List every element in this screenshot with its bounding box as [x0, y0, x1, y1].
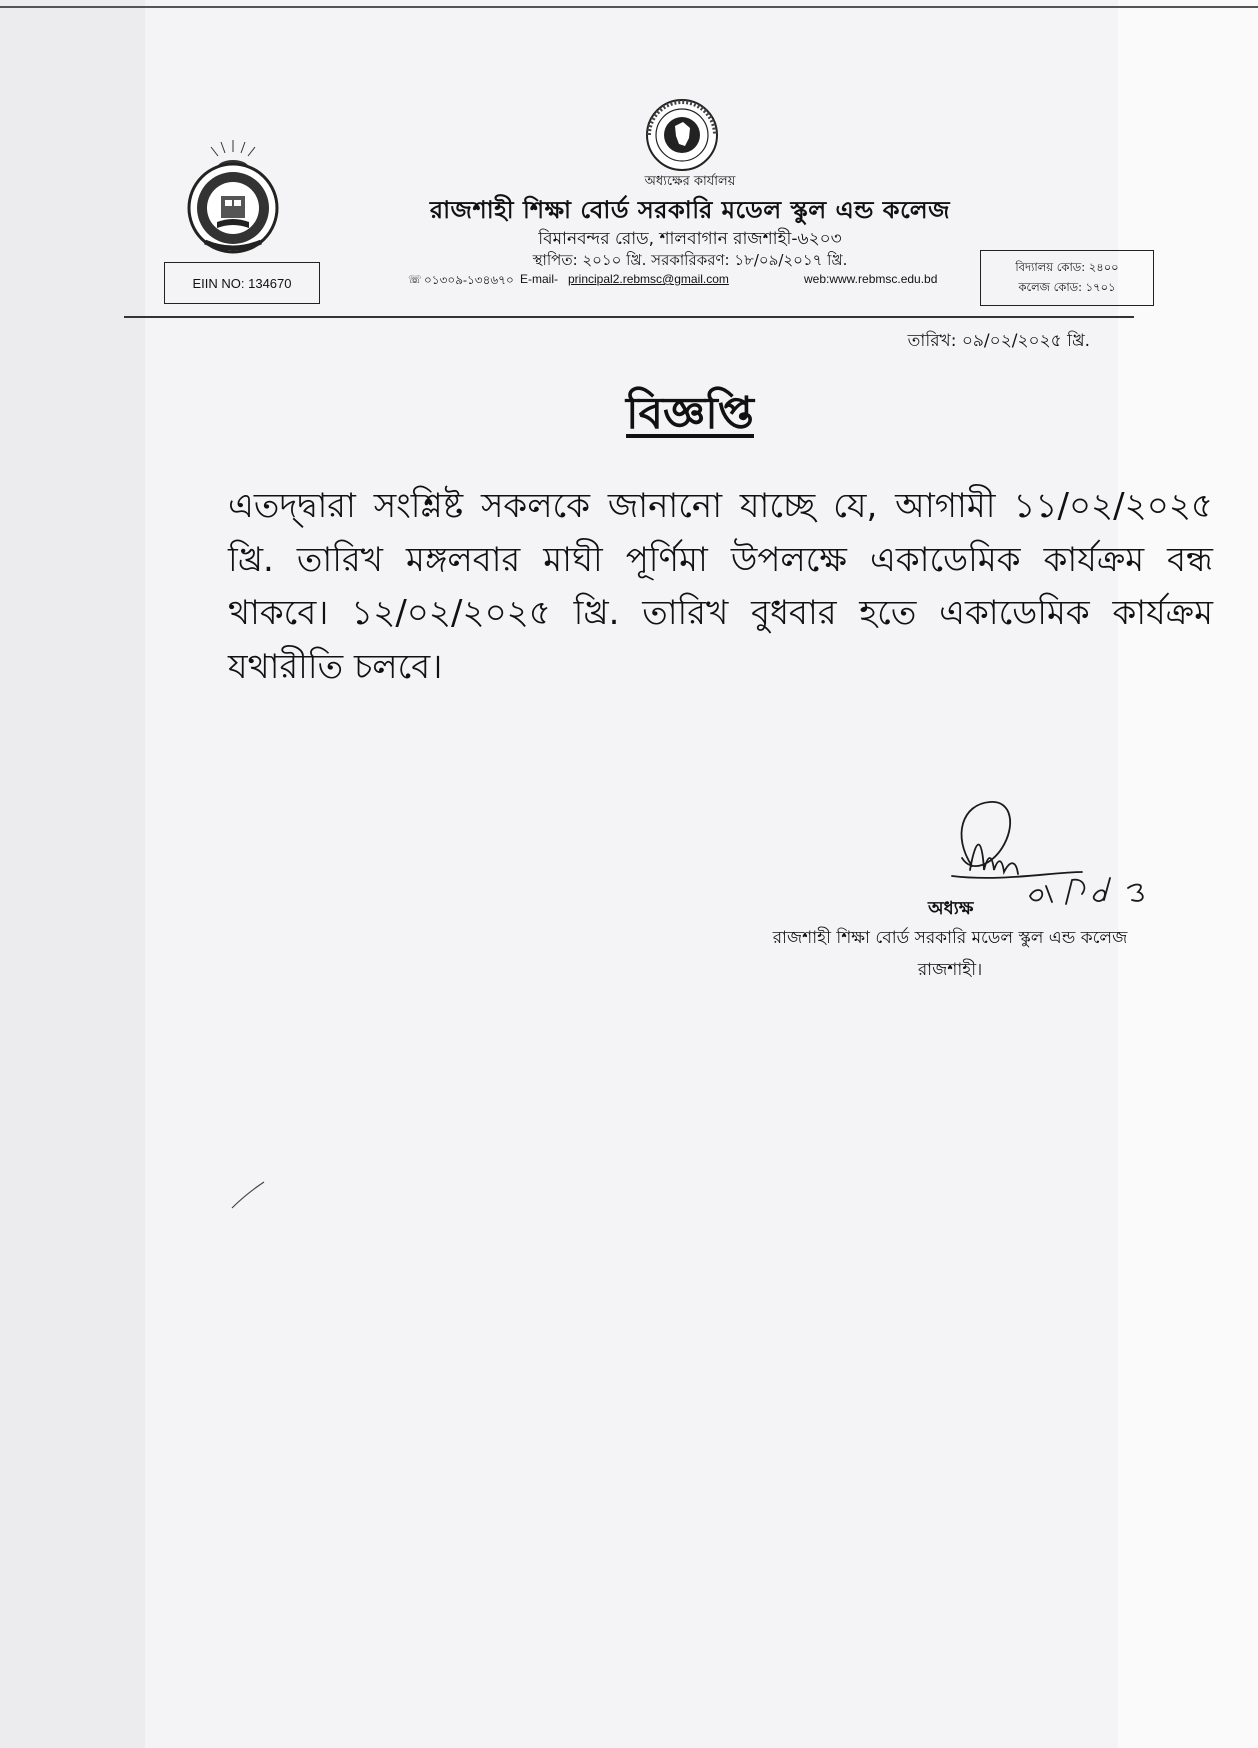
government-seal-logo	[645, 98, 719, 172]
phone-icon: ☏	[408, 274, 422, 286]
header-divider	[124, 316, 1134, 318]
college-address: বিমানবন্দর রোড, শালবাগান রাজশাহী-৬২০৩	[538, 229, 842, 249]
signatory-city: রাজশাহী।	[917, 960, 983, 980]
college-crest-logo	[183, 138, 283, 258]
notice-title: বিজ্ঞপ্তি	[626, 388, 754, 439]
school-code: বিদ্যালয় কোড: ২৪০০	[1015, 260, 1119, 274]
contact-row	[408, 272, 978, 290]
phone-number: ০১৩০৯-১৩৪৬৭০	[424, 273, 514, 287]
notice-date: তারিখ: ০৯/০২/২০২৫ খ্রি.	[907, 331, 1090, 351]
scan-top-edge	[0, 6, 1258, 8]
institution-code-box	[980, 250, 1154, 306]
scan-left-shade	[0, 0, 145, 1748]
office-label: অধ্যক্ষের কার্যালয়	[644, 174, 736, 189]
establishment-info: স্থাপিত: ২০১০ খ্রি. সরকারিকরণ: ১৮/০৯/২০১৭ খ্রি.	[532, 251, 848, 269]
college-code: কলেজ কোড: ১৭০১	[1018, 280, 1116, 294]
eiin-number: EIIN NO: 134670	[192, 275, 292, 291]
email-link[interactable]: principal2.rebmsc@gmail.com	[568, 272, 729, 286]
notice-body: এতদ্দ্বারা সংশ্লিষ্ট সকলকে জানানো যাচ্ছে যে, আগামী ১১/০২/২০২৫ খ্রি. তারিখ মঙ্গলবার মাঘী পূর্ণিমা উপলক্ষে একাডেমিক কার্যক্রম বন্ধ থাকবে। ১২/০২/২০২৫ খ্রি. তারিখ বুধবার হতে একাডেমিক কার্যক্রম যথারীতি চলবে।	[228, 486, 1213, 687]
stray-pen-mark	[228, 1178, 268, 1214]
eiin-box	[164, 262, 320, 304]
college-name: রাজশাহী শিক্ষা বোর্ড সরকারি মডেল স্কুল এন্ড কলেজ	[429, 196, 951, 224]
signatory-role: অধ্যক্ষ	[928, 898, 974, 919]
email-label: E-mail-	[520, 272, 558, 286]
signatory-organization: রাজশাহী শিক্ষা বোর্ড সরকারি মডেল স্কুল এন্ড কলেজ	[772, 928, 1128, 948]
website-link[interactable]: web:www.rebmsc.edu.bd	[804, 272, 938, 286]
